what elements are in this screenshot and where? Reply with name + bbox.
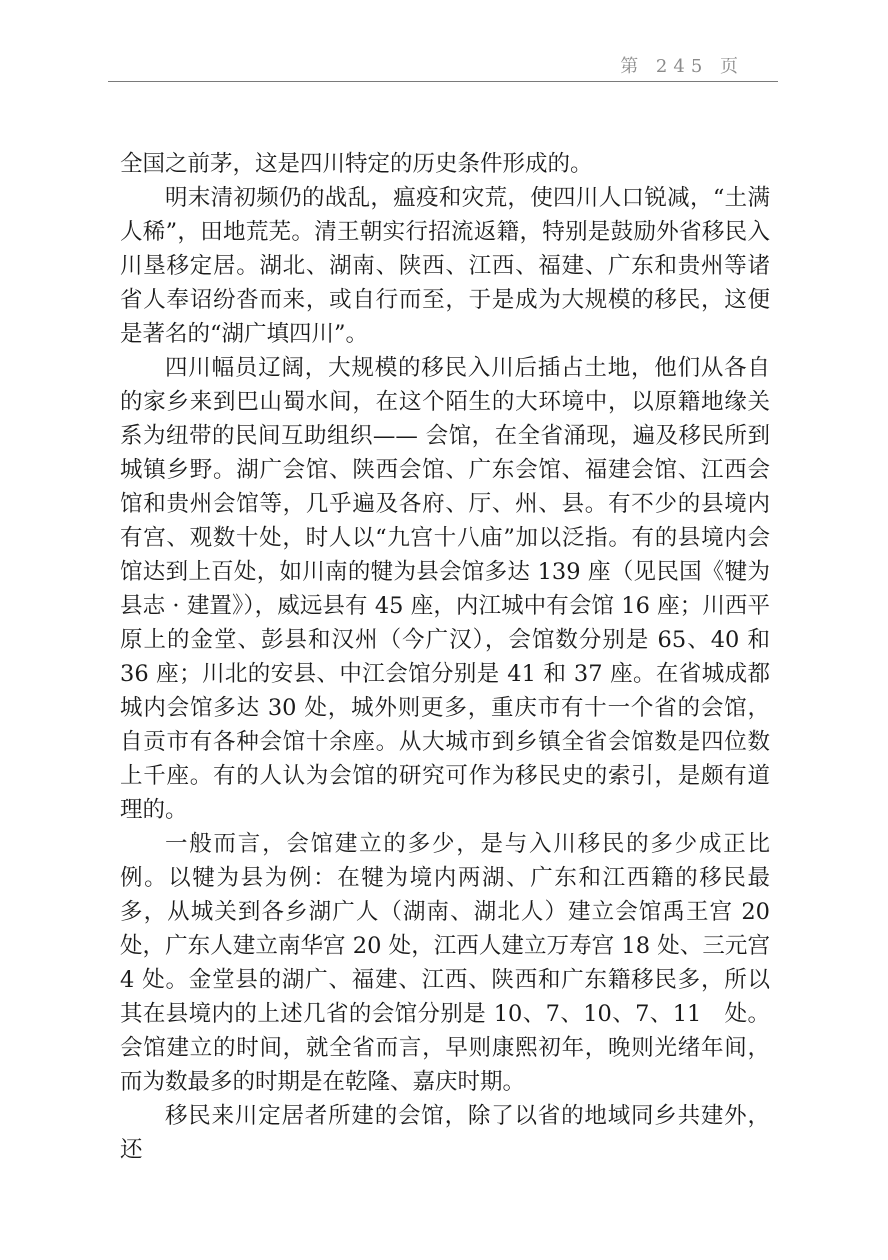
paragraph-3: 四川幅员辽阔，大规模的移民入川后插占土地，他们从各自的家乡来到巴山蜀水间，在这个陌生的大环境中，以原籍地缘关系为纽带的民间互助组织—— 会馆，在全省涌现，遍及移民所到城镇乡野。湖广会馆、陕西会馆、广东会馆、福建会馆、江西会馆和贵州会馆等，几乎遍及各府、厅、州、县。有不少的县境内有宫、观数十处，时人以“九宫十八庙”加以泛指。有的县境内会馆达到上百处，如川南的犍为县会馆多达 139 座（见民国《犍为县志 · 建置》），威远县有 45 座，内江城中有会馆 16 座；川西平原上的金堂、彭县和汉州（今广汉），会馆数分别是 65、40 和 36 座；川北的安县、中江会馆分别是 41 和 37 座。在省城成都城内会馆多达 30 处，城外则更多，重庆市有十一个省的会馆，自贡市有各种会馆十余座。从大城市到乡镇全省会馆数是四位数上千座。有的人认为会馆的研究可作为移民史的索引，是颇有道理的。	[120, 355, 770, 823]
paragraph-1: 全国之前茅，这是四川特定的历史条件形成的。	[120, 151, 593, 177]
body-text	[120, 147, 770, 1167]
paragraph-2: 明末清初频仍的战乱，瘟疫和灾荒，使四川人口锐减，“土满人稀”，田地荒芜。清王朝实行招流返籍，特别是鼓励外省移民入川垦移定居。湖北、湖南、陕西、江西、福建、广东和贵州等诸省人奉诏纷沓而来，或自行而至，于是成为大规模的移民，这便是著名的“湖广填四川”。	[120, 185, 770, 347]
paragraph-4: 一般而言，会馆建立的多少，是与入川移民的多少成正比例。以犍为县为例：在犍为境内两湖、广东和江西籍的移民最多，从城关到各乡湖广人（湖南、湖北人）建立会馆禹王宫 20 处，广东人建立南华宫 20 处，江西人建立万寿宫 18 处、三元宫 4 处。金堂县的湖广、福建、江西、陕西和广东籍移民多，所以其在县境内的上述几省的会馆分别是 10、7、10、7、11 处。会馆建立的时间，就全省而言，早则康熙初年，晚则光绪年间，而为数最多的时期是在乾隆、嘉庆时期。	[120, 831, 770, 1095]
page-header	[108, 48, 778, 82]
header-rule	[108, 81, 778, 82]
paragraph-5: 移民来川定居者所建的会馆，除了以省的地域同乡共建外，还	[120, 1103, 770, 1163]
page-number: 第 245 页	[620, 56, 744, 77]
